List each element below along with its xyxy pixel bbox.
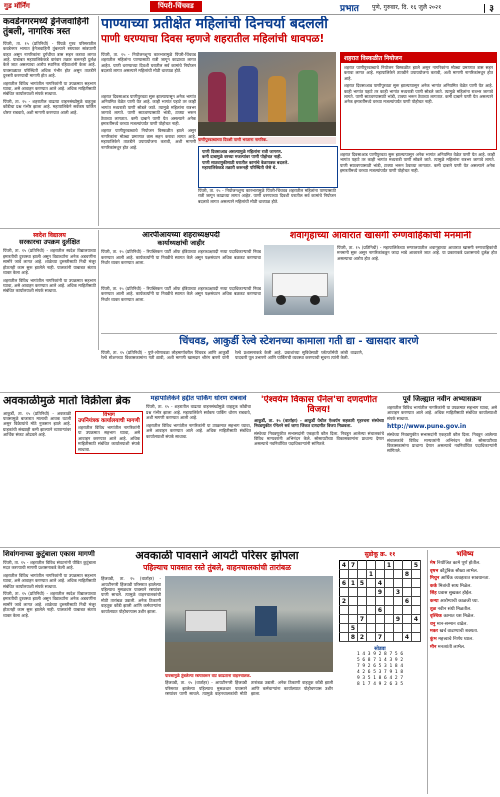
sudoku-cell: 7 xyxy=(376,633,385,642)
railway-body: पिंपरी, ता. १५ (प्रतिनिधी) - पुणे-लोणावळा लोहमार्गावरील चिंचवड आणि आकुर्डी रेल्वे स्टेशनच्या विकासकामांना गती द्यावी, अशी मागणी खासदार श्रीरंग बारणे यांनी रेल्वे प्रशासनाकडे केली आहे. प्रवाशांच्या सुविधेसाठी प्लॅटफॉर्मची लांबी वाढवणे, पादचारी पूल उभारणे आणि पार्किंगची व्यवस्था करण्याची सूचना त्यांनी केली. xyxy=(101,349,363,360)
bullet-2: कमी दाबामुळे वरच्या मजल्यांवर पाणी पोहोचत नाही. xyxy=(202,154,283,160)
sudoku-cell xyxy=(349,606,358,615)
sudoku-cell xyxy=(394,561,403,570)
sudoku-cell xyxy=(367,561,376,570)
sudoku-grid xyxy=(339,560,421,642)
horoscope-sign: धनु xyxy=(430,621,437,627)
sudoku-cell xyxy=(358,624,367,633)
sudoku-cell xyxy=(340,615,349,624)
horoscope-item xyxy=(430,584,500,590)
bottom-left-article xyxy=(3,550,96,794)
sudoku-section xyxy=(336,550,424,794)
horoscope-text: कौटुंबिक सौख्य लाभेल. xyxy=(439,568,479,574)
sudoku-cell xyxy=(385,588,394,597)
sudoku-cell: 1 xyxy=(367,570,376,579)
side-info-box xyxy=(340,52,497,150)
dept-body: शहरातील विविध भागांतील नागरिकांनी या उपक्रमात सहभाग घ्यावा, असे आवाहन करण्यात आले आहे. अधिक माहितीसाठी संबंधित कार्यालयाशी संपर्क साधावा. xyxy=(78,424,140,452)
ambulance-body: पिंपरी, ता. १५ (प्रतिनिधी) - महापालिकेच्या रुग्णालयातील शवागृहाच्या आवारात खासगी रुग्णवाहिकांची मनमानी सुरू असून नागरिकांकडून जादा भाडे आकारले जात आहे. या प्रकाराकडे प्रशासनाचे दुर्लक्ष होत असल्याचा आरोप होत आहे. xyxy=(337,244,497,261)
horoscope-text: मित्रांची साथ मिळेल. xyxy=(438,583,472,589)
horoscope-text: प्रवास सुखकर होईल. xyxy=(438,591,473,597)
horoscope-text: महत्त्वाचे निर्णय घ्याल. xyxy=(438,636,474,642)
aishwaryam-article xyxy=(254,395,384,545)
exam-url: http://www.pune.gov.in xyxy=(387,423,467,431)
bullet-3: पाणी साठवणुकीसाठी घरातील कामांचे वेळापत्रक बदलले. xyxy=(202,159,289,165)
sales-headline: अवकाळीमुळे मातो विक्रीला ब्रेक xyxy=(3,395,131,407)
sales-article xyxy=(3,395,143,503)
sudoku-cell xyxy=(358,588,367,597)
sudoku-cell xyxy=(412,588,421,597)
sudoku-cell xyxy=(394,597,403,606)
main-subheadline: पाणी धरण्याचा दिवस म्हणजे शहरातील महिलांची धावपळ! xyxy=(101,33,325,46)
sudoku-cell: 6 xyxy=(340,579,349,588)
sudoku-cell xyxy=(358,561,367,570)
horoscope-text: मनःशांती लाभेल. xyxy=(437,644,466,650)
horoscope-text: नवीन संधी मिळतील. xyxy=(437,606,472,612)
main-intro-left xyxy=(101,52,196,92)
school-body-2: शहरातील विविध भागांतील नागरिकांनी या उपक्रमात सहभाग घ्यावा, असे आवाहन करण्यात आले आहे. अधिक माहितीसाठी संबंधित कार्यालयाशी संपर्क साधावा. xyxy=(3,277,96,294)
bullet-1: पाणी दिवसाआड असल्यामुळे महिलांना रात्री जागरण. xyxy=(202,149,283,154)
sudoku-cell xyxy=(403,624,412,633)
sudoku-cell xyxy=(340,588,349,597)
exam-body: शहरातील विविध भागांतील नागरिकांनी या उपक्रमात सहभाग घ्यावा, असे आवाहन करण्यात आले आहे. अधिक माहितीसाठी संबंधित कार्यालयाशी संपर्क साधावा. xyxy=(387,405,497,421)
dept-tag: विभाग xyxy=(103,411,115,418)
sudoku-cell xyxy=(385,615,394,624)
sudoku-cell xyxy=(367,615,376,624)
ambulance-article xyxy=(264,231,497,329)
exam-body-2: संस्थेच्या निवडणुकीत सभासदांनी एकहाती कौल दिला. निवडून आलेल्या संचालकांचे विविध मान्यवरांनी अभिनंदन केले. सोसायटीच्या विकासकामांना प्राधान्य देणार असल्याचे नवनिर्वाचित पदाधिकाऱ्यांनी सांगितले. xyxy=(387,432,497,454)
exam-article xyxy=(387,395,497,545)
sudoku-cell xyxy=(385,606,394,615)
horoscope-text: कामात यश मिळेल. xyxy=(443,614,475,620)
sudoku-cell xyxy=(385,570,394,579)
brand-logo: प्रभात xyxy=(340,4,359,14)
horoscope-item xyxy=(430,599,500,605)
sudoku-answer-row: 7 9 2 6 5 3 1 8 4 xyxy=(356,664,404,669)
sudoku-title: सुडोकू क्र. ११ xyxy=(364,551,396,558)
horoscope-sign: सिंह xyxy=(430,591,439,597)
horoscope-item xyxy=(430,614,500,620)
horoscope-text: आरोग्याची काळजी घ्या. xyxy=(440,598,479,604)
it-park-subheadline: पहिल्याच पावसात रस्ते तुंबले, वाहनचालकांची तारांबळ xyxy=(143,562,291,572)
sudoku-cell xyxy=(358,597,367,606)
left-top-article xyxy=(3,17,96,212)
sudoku-cell xyxy=(367,579,376,588)
sudoku-cell xyxy=(394,579,403,588)
horoscope-item xyxy=(430,629,500,635)
horoscope-text: मान-सन्मान वाढेल. xyxy=(436,621,468,627)
it-park-photo-caption: पावसामुळे तुंबलेल्या रस्त्यावरून वाट काढताना वाहनचालक. xyxy=(165,673,252,679)
sudoku-cell xyxy=(367,597,376,606)
sudoku-cell: 3 xyxy=(394,588,403,597)
rpi-article xyxy=(101,231,261,283)
horoscope-text: खर्च वाढण्याची शक्यता. xyxy=(439,629,479,635)
parking-article xyxy=(146,395,251,503)
horoscope-item xyxy=(430,561,500,567)
main-body-text: शहरात दिवसाआड पाणीपुरवठा सुरू झाल्यापासून अनेक भागांत अनियमित वेळेत पाणी येत आहे. काही भागांत पहाटे तर काही भागांत मध्यरात्री पाणी सोडले जाते. त्यामुळे महिलांना रात्रभर जागावे लागते. पाणी साठवण्यासाठी भांडी, टाक्या भरून ठेवाव्या लागतात. कमी दाबाने पाणी येत असल्याने अनेक इमारतींमध्ये वरच्या मजल्यांपर्यंत पाणी पोहोचत नाही. xyxy=(101,94,196,127)
main-body-text-2: शहरात पाणीपुरवठ्याचे नियोजन विस्कळीत झाले असून नागरिकांना मोठ्या प्रमाणात त्रास सहन करावा लागत आहे. महापालिकेने तातडीने उपाययोजना करावी, अशी मागणी नागरिकांमधून होत आहे. xyxy=(101,128,196,150)
horoscope-list xyxy=(430,561,500,650)
horoscope-item xyxy=(430,622,500,628)
sudoku-cell xyxy=(367,633,376,642)
side-box-body: शहरात पाणीपुरवठ्याचे नियोजन विस्कळीत झाले असून नागरिकांना मोठ्या प्रमाणात त्रास सहन करावा लागत आहे. महापालिकेने तातडीने उपाययोजना करावी, अशी मागणी नागरिकांमधून होत आहे. xyxy=(344,65,493,81)
it-park-article xyxy=(101,550,333,794)
parking-body: पिंपरी, ता. १५ - शहरातील वाढत्या वाहनसंख्येमुळे वाहतूक कोंडीचा प्रश्न गंभीर झाला आहे. महापालिकेने सर्वंकष पार्किंग धोरण राबवावे, अशी मागणी करण्यात आली आहे. xyxy=(146,404,251,421)
horoscope-sign: मिथुन xyxy=(430,576,441,582)
sudoku-answer-row: 9 3 5 1 8 6 4 2 7 xyxy=(356,676,404,681)
sudoku-answer-title: सोडवा xyxy=(374,646,386,652)
sales-body: आकुर्डी, ता. १५ (प्रतिनिधी) - अवकाळी पावसामुळे बाजारात मालाची आवक घटली असून विक्रेत्यांचे मोठे नुकसान झाले आहे. ग्राहकांची संख्याही कमी झाल्याने व्यापाऱ्यांवर आर्थिक संकट ओढवले आहे. xyxy=(3,410,71,438)
sudoku-cell: 1 xyxy=(349,579,358,588)
horoscope-item xyxy=(430,637,500,643)
sudoku-cell xyxy=(394,606,403,615)
sudoku-answer-row: 4 2 6 5 3 7 9 1 8 xyxy=(356,670,404,675)
sudoku-cell: 5 xyxy=(358,579,367,588)
parking-headline: महापालिकेने हद्दीत पार्किंग धोरण राबवावे xyxy=(150,395,247,402)
sudoku-cell xyxy=(412,606,421,615)
sudoku-cell xyxy=(367,588,376,597)
sudoku-cell: 2 xyxy=(358,633,367,642)
horoscope-item xyxy=(430,569,500,575)
key-points-box xyxy=(198,146,338,188)
sudoku-cell xyxy=(349,570,358,579)
parking-body-2: शहरातील विविध भागांतील नागरिकांनी या उपक्रमात सहभाग घ्यावा, असे आवाहन करण्यात आले आहे. अधिक माहितीसाठी संबंधित कार्यालयाशी संपर्क साधावा. xyxy=(146,422,251,439)
horoscope-item xyxy=(430,645,500,651)
horoscope-item xyxy=(430,591,500,597)
sudoku-cell: 7 xyxy=(349,561,358,570)
horoscope-sign: मकर xyxy=(430,629,440,635)
aishwaryam-body: संस्थेच्या निवडणुकीत सभासदांनी एकहाती कौल दिला. निवडून आलेल्या संचालकांचे विविध मान्यवरांनी अभिनंदन केले. सोसायटीच्या विकासकामांना प्राधान्य देणार असल्याचे नवनिर्वाचित पदाधिकाऱ्यांनी सांगितले. xyxy=(254,430,384,447)
school-body: पिंपरी, ता. १५ (प्रतिनिधी) - शहरातील स्वदेश विद्यालयाच्या इमारतीची दुरवस्था झाली असून विद्यार्थ्यांना अनेक अडचणींना सामोरे जावे लागत आहे. शाळेच्या दुरुस्तीसाठी निधी मंजूर होऊनही काम सुरू झालेले नाही. पालकांनी याबाबत संताप व्यक्त केला आहे. xyxy=(3,248,96,276)
horoscope-sign: मीन xyxy=(430,644,438,650)
it-park-body: हिंजवडी, ता. १५ (वार्ताहर) - आयटीनगरी हिंजवडी परिसरात झालेल्या पहिल्याच मुसळधार पावसाने रस्त्यांवर पाणी साचले. त्यामुळे वाहनचालकांची मोठी तारांबळ उडाली. अनेक ठिकाणी वाहतूक कोंडी झाली आणि कर्मचाऱ्यांना कार्यालयात पोहोचण्यास उशीर झाला. xyxy=(101,576,161,614)
side-box-title: शहरात विस्कळीत नियोजन xyxy=(341,53,496,63)
sudoku-answer-row: 8 1 7 4 9 2 6 3 5 xyxy=(356,682,404,687)
sudoku-cell xyxy=(412,579,421,588)
railway-headline: चिंचवड, आकुर्डी रेल्वे स्टेशनच्या कामाला गती द्या - खासदार बारणे xyxy=(179,336,419,347)
main-headline: पाण्याच्या प्रतीक्षेत महिलांची दिनचर्या बदलली xyxy=(101,16,328,32)
rpi-headline: आरपीआयच्या शहराध्यक्षपदी xyxy=(142,231,220,239)
rpi-more-body: पिंपरी, ता. १५ (प्रतिनिधी) - रिपब्लिकन पार्टी ऑफ इंडियाच्या शहराध्यक्षपदी नव्या पदाधिकाऱ्याची निवड करण्यात आली आहे. कार्यकर्त्यांनी या निवडीचे स्वागत केले असून पक्षसंघटन अधिक बळकट करण्याचा निर्धार व्यक्त करण्यात आला. xyxy=(101,286,261,302)
ambulance-headline: शवागृहाच्या आवारात खासगी रुग्णवाहिकांची मनमानी xyxy=(289,231,472,241)
dept-headline: उपनियंत्रक कार्यालयाची मागणी xyxy=(78,417,140,424)
sudoku-cell: 6 xyxy=(376,606,385,615)
main-banner xyxy=(101,16,497,50)
rpi-subheadline: कार्याध्यक्षांची जाहीर xyxy=(157,238,205,247)
sudoku-cell xyxy=(340,633,349,642)
sudoku-cell: 7 xyxy=(358,615,367,624)
main-body-col2-text: पिंपरी, ता. १५ - नियोजनशून्य कारभारामुळे पिंपरी-चिंचवड शहरातील महिलांना पाण्यासाठी रात्री जागून काढाव्या लागत आहेत. पाणी धरण्याच्या दिवशी घरातील सर्व कामांचे नियोजन बदलावे लागत असल्याने महिलांची मोठी धावपळ होते. xyxy=(198,188,336,204)
horoscope-item xyxy=(430,576,500,582)
sudoku-cell xyxy=(367,606,376,615)
sudoku-cell: 5 xyxy=(349,624,358,633)
horoscope-sign: कुंभ xyxy=(430,636,439,642)
school-tag: स्वदेश विद्यालय xyxy=(33,232,66,239)
photo-caption: पाणीपुरवठ्याच्या दिवशी पाणी भरताना नागरिक. xyxy=(198,137,268,142)
sudoku-cell xyxy=(385,579,394,588)
aishwaryam-headline: 'ऐश्वर्यम विकास पॅनेल'चा दणदणीत विजय! xyxy=(260,395,378,416)
main-intro-text: पिंपरी, ता. १५ - नियोजनशून्य कारभारामुळे पिंपरी-चिंचवड शहरातील महिलांना पाण्यासाठी रात्री जागून काढाव्या लागत आहेत. पाणी धरण्याच्या दिवशी घरातील सर्व कामांचे नियोजन बदलावे लागत असल्याने महिलांची मोठी धावपळ होते. xyxy=(101,52,196,74)
main-body-col1 xyxy=(101,94,196,224)
railway-article xyxy=(101,333,497,390)
sudoku-answers xyxy=(336,652,424,688)
sudoku-cell xyxy=(394,570,403,579)
photo-caption-box xyxy=(198,137,336,144)
main-body-col3 xyxy=(340,152,495,224)
sudoku-cell xyxy=(403,579,412,588)
horoscope-text: नियोजित कामे पूर्ण होतील. xyxy=(436,561,481,566)
horoscope-section xyxy=(427,550,500,794)
sudoku-cell xyxy=(367,624,376,633)
sudoku-cell xyxy=(358,570,367,579)
left-top-body: पिंपरी, ता. १५ (प्रतिनिधी) - पिंपळे गुरव परिसरातील कवडेनगर भागात ड्रेनेजवाहिनी तुंबल्याने रस्त्यावर सांडपाणी वाहत असून नागरिकांना दुर्गंधीचा त्रास सहन करावा लागत आहे. याबाबत महापालिकेकडे वारंवार तक्रार करूनही दुर्लक्ष केले जात असल्याचा आरोप स्थानिक रहिवाशांनी केला आहे. पावसाळ्यात परिस्थिती अधिक गंभीर होत असून तातडीने दुरुस्ती करण्याची मागणी होत आहे. xyxy=(3,40,96,79)
sudoku-cell: 4 xyxy=(403,633,412,642)
sudoku-cell xyxy=(385,597,394,606)
sudoku-cell: 9 xyxy=(376,588,385,597)
it-park-headline: अवकाळी पावसाने आयटी परिसर झोपला xyxy=(135,550,299,562)
horoscope-sign: वृश्चिक xyxy=(430,614,444,620)
horoscope-sign: मेष xyxy=(430,561,437,566)
sudoku-cell: 4 xyxy=(412,615,421,624)
sudoku-cell xyxy=(394,624,403,633)
bottom-left-body-2: शहरातील विविध भागांतील नागरिकांनी या उपक्रमात सहभाग घ्यावा, असे आवाहन करण्यात आले आहे. अधिक माहितीसाठी संबंधित कार्यालयाशी संपर्क साधावा. xyxy=(3,572,96,589)
sudoku-cell xyxy=(403,561,412,570)
sudoku-cell: 4 xyxy=(340,561,349,570)
ambulance-photo xyxy=(264,245,334,315)
bullet-4: महापालिकेकडे तक्रारी करूनही परिस्थिती जैसे थे. xyxy=(202,165,277,171)
bottom-left-headline: शिवांगनाच्या कुटुंबाला एकास मागणी xyxy=(3,550,95,558)
sudoku-cell xyxy=(412,597,421,606)
left-top-body-2: शहरातील विविध भागांतील नागरिकांनी या उपक्रमात सहभाग घ्यावा, असे आवाहन करण्यात आले आहे. अधिक माहितीसाठी संबंधित कार्यालयाशी संपर्क साधावा. xyxy=(3,80,96,97)
sudoku-cell xyxy=(340,606,349,615)
horoscope-text: आर्थिक व्यवहारात सावधानता. xyxy=(440,576,490,582)
sudoku-cell xyxy=(394,633,403,642)
bottom-left-body: पिंपरी, ता. १५ - शहरातील विविध संघटनांनी पीडित कुटुंबाला मदत करण्याची मागणी प्रशासनाकडे केली आहे. xyxy=(3,560,96,571)
horoscope-sign: कर्क xyxy=(430,583,439,589)
sudoku-cell: 1 xyxy=(385,561,394,570)
left-top-headline: कवडेनगरमध्ये ड्रेनेजवाहिनी तुंबली, नागरिक त्रस्त xyxy=(3,17,89,38)
horoscope-sign: कन्या xyxy=(430,598,441,604)
sudoku-cell xyxy=(376,624,385,633)
dept-box xyxy=(75,411,143,454)
sudoku-cell xyxy=(376,615,385,624)
sudoku-cell xyxy=(358,606,367,615)
aishwaryam-sub: आकुर्डी, ता. १५ (वार्ताहर) - आकुर्डी येथील ऐश्वर्यम सहकारी गृहरचना संस्थेच्या निवडणुकीत पॅनेलने सर्व जागा जिंकत दणदणीत विजय मिळवला. xyxy=(254,417,384,429)
horoscope-sign: वृषभ xyxy=(430,568,440,574)
main-body-col2 xyxy=(198,188,336,224)
sudoku-cell: 5 xyxy=(412,561,421,570)
sudoku-cell xyxy=(340,570,349,579)
side-box-body-2: शहरात दिवसाआड पाणीपुरवठा सुरू झाल्यापासून अनेक भागांत अनियमित वेळेत पाणी येत आहे. काही भागांत पहाटे तर काही भागांत मध्यरात्री पाणी सोडले जाते. त्यामुळे महिलांना रात्रभर जागावे लागते. पाणी साठवण्यासाठी भांडी, टाक्या भरून ठेवाव्या लागतात. कमी दाबाने पाणी येत असल्याने अनेक इमारतींमध्ये वरच्या मजल्यांपर्यंत पाणी पोहोचत नाही. xyxy=(344,83,493,105)
sudoku-cell xyxy=(385,633,394,642)
flooded-road-photo xyxy=(165,576,333,672)
sudoku-cell xyxy=(349,588,358,597)
sudoku-cell: 6 xyxy=(403,597,412,606)
page-header xyxy=(0,0,500,15)
sudoku-cell xyxy=(385,624,394,633)
sudoku-cell xyxy=(403,615,412,624)
sudoku-cell xyxy=(376,597,385,606)
section-label: पिंपरी-चिंचवड xyxy=(150,1,202,12)
sudoku-cell: 4 xyxy=(376,579,385,588)
sudoku-answer-row: 5 6 8 7 1 4 3 9 2 xyxy=(356,658,404,663)
school-headline: सरकारचा उपक्रम दुर्लक्षित xyxy=(19,238,80,246)
exam-headline: पूर्व जिल्ह्यात नवीन अभ्यासक्रम xyxy=(402,395,482,403)
horoscope-title: भविष्य xyxy=(456,550,474,558)
sudoku-cell xyxy=(412,570,421,579)
rpi-body: पिंपरी, ता. १५ (प्रतिनिधी) - रिपब्लिकन पार्टी ऑफ इंडियाच्या शहराध्यक्षपदी नव्या पदाधिकाऱ्याची निवड करण्यात आली आहे. कार्यकर्त्यांनी या निवडीचे स्वागत केले असून पक्षसंघटन अधिक बळकट करण्याचा निर्धार व्यक्त करण्यात आला. xyxy=(101,249,261,265)
header-left-label: गुड मॉर्निंग xyxy=(4,2,30,10)
sudoku-cell: 8 xyxy=(403,570,412,579)
main-body-col3-text: शहरात दिवसाआड पाणीपुरवठा सुरू झाल्यापासून अनेक भागांत अनियमित वेळेत पाणी येत आहे. काही भागांत पहाटे तर काही भागांत मध्यरात्री पाणी सोडले जाते. त्यामुळे महिलांना रात्रभर जागावे लागते. पाणी साठवण्यासाठी भांडी, टाक्या भरून ठेवाव्या लागतात. कमी दाबाने पाणी येत असल्याने अनेक इमारतींमध्ये वरच्या मजल्यांपर्यंत पाणी पोहोचत नाही. xyxy=(340,152,495,174)
page-number: | ३ xyxy=(482,4,494,14)
it-park-body-2: हिंजवडी, ता. १५ (वार्ताहर) - आयटीनगरी हिंजवडी परिसरात झालेल्या पहिल्याच मुसळधार पावसाने रस्त्यांवर पाणी साचले. त्यामुळे वाहनचालकांची मोठी तारांबळ उडाली. अनेक ठिकाणी वाहतूक कोंडी झाली आणि कर्मचाऱ्यांना कार्यालयात पोहोचण्यास उशीर झाला. xyxy=(165,680,333,697)
horoscope-sign: तूळ xyxy=(430,606,438,612)
sudoku-answer-row: 1 4 3 9 2 8 7 5 6 xyxy=(356,652,404,657)
women-water-photo xyxy=(198,52,336,136)
sudoku-cell xyxy=(412,633,421,642)
sudoku-cell xyxy=(412,624,421,633)
bottom-left-body-3: पिंपरी, ता. १५ (प्रतिनिधी) - शहरातील स्वदेश विद्यालयाच्या इमारतीची दुरवस्था झाली असून विद्यार्थ्यांना अनेक अडचणींना सामोरे जावे लागत आहे. शाळेच्या दुरुस्तीसाठी निधी मंजूर होऊनही काम सुरू झालेले नाही. पालकांनी याबाबत संताप व्यक्त केला आहे. xyxy=(3,591,96,618)
sudoku-cell xyxy=(376,561,385,570)
sudoku-cell: 2 xyxy=(340,597,349,606)
header-date: पुणे, गुरुवार, दि. १६ जुलै २०२१ xyxy=(372,4,442,11)
sudoku-cell: 9 xyxy=(394,615,403,624)
sudoku-cell xyxy=(349,597,358,606)
school-article xyxy=(3,231,96,346)
sudoku-cell xyxy=(403,606,412,615)
sudoku-cell xyxy=(376,570,385,579)
sudoku-cell: 8 xyxy=(349,633,358,642)
sudoku-cell xyxy=(403,588,412,597)
sudoku-cell xyxy=(340,624,349,633)
left-top-body-3: पिंपरी, ता. १५ - शहरातील वाढत्या वाहनसंख्येमुळे वाहतूक कोंडीचा प्रश्न गंभीर झाला आहे. महापालिकेने सर्वंकष पार्किंग धोरण राबवावे, अशी मागणी करण्यात आली आहे. xyxy=(3,98,96,115)
horoscope-item xyxy=(430,607,500,613)
sudoku-cell xyxy=(349,615,358,624)
